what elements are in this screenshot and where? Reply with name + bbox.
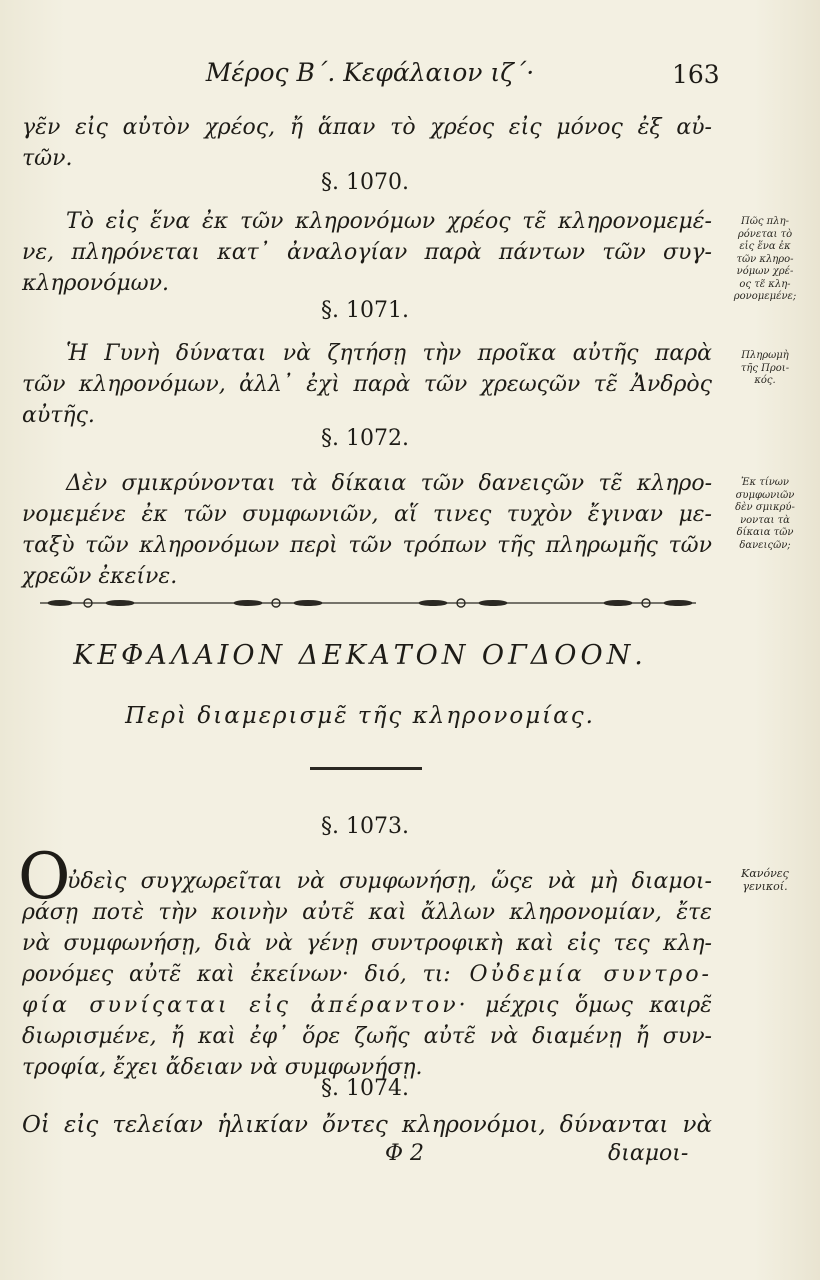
text-line: νε, πληρόνεται κατ᾽ ἀναλογίαν παρὰ πάντων τῶν συγ- <box>22 240 712 265</box>
section-number-1070: §. 1070. <box>321 170 409 195</box>
section-number-1074: §. 1074. <box>321 1076 409 1101</box>
section-number-1071: §. 1071. <box>321 298 409 323</box>
paragraph-1073 <box>22 866 712 1083</box>
section-number-1072: §. 1072. <box>321 426 409 451</box>
section-number-1073: §. 1073. <box>321 814 409 839</box>
text-line: αὐτῆς. <box>22 403 95 428</box>
text-line: ρονόμες αὐτε̃ καὶ ἐκείνων· διό, τι: Οὐδεμία συντρο- <box>22 962 712 987</box>
text-line: Δὲν σμικρύνονται τὰ δίκαια τῶν δανειςῶν τε̃ κληρο- <box>66 471 712 496</box>
paragraph-1074 <box>22 1110 712 1141</box>
text-line: Ἡ Γυνὴ δύναται νὰ ζητήσῃ τὴν προῖκα αὐτῆς παρὰ <box>66 341 712 366</box>
intro-paragraph <box>22 112 712 174</box>
text-line: τῶν. <box>22 146 73 171</box>
running-head: Μέρος Β΄. Κεφάλαιον ιζ΄· <box>205 58 535 87</box>
margin-note-1071: Πληρωμὴ τῆς Προι- κός. <box>740 350 790 386</box>
signature-mark: Φ 2 <box>385 1141 425 1166</box>
ornamental-rule <box>40 594 696 612</box>
text-line: ταξὺ τῶν κληρονόμων περὶ τῶν τρόπων τῆς πληρωμῆς τῶν <box>22 533 712 558</box>
text-line: τροφία, ἔχει ἄδειαν νὰ συμφωνήσῃ. <box>22 1055 423 1080</box>
margin-note-1073: Κανόνες γενικοί. <box>741 867 789 893</box>
chapter-title: ΚΕΦΑΛΑΙΟΝ ΔΕΚΑΤΟΝ ΟΓΔΟΟΝ. <box>73 640 647 671</box>
paragraph-1070 <box>22 206 712 299</box>
text-line: νὰ συμφωνήσῃ, διὰ νὰ γένῃ συντροφικὴ καὶ εἰς τες κλη- <box>22 931 712 956</box>
catchword: διαμοι- <box>608 1141 689 1166</box>
page-number: 163 <box>672 60 720 89</box>
text-line: κληρονόμων. <box>22 271 169 296</box>
text-line: διωρισμένε, ἤ καὶ ἐφ᾽ ὅρε ζωῆς αὐτε̃ νὰ διαμένῃ ἤ συν- <box>22 1024 712 1049</box>
paragraph-1072 <box>22 468 712 592</box>
text-line: τῶν κληρονόμων, ἀλλ᾽ ἐχὶ παρὰ τῶν χρεωςῶν τε̃ Ἀνδρὸς <box>22 372 712 397</box>
drop-cap: O <box>18 840 71 914</box>
chapter-subtitle: Περὶ διαμερισμε̃ τῆς κληρονομίας. <box>125 703 595 729</box>
text-line: νομεμένε ἐκ τῶν συμφωνιῶν, αἵ τινες τυχὸν ἔγιναν με- <box>22 502 712 527</box>
text-line: Οἱ εἰς τελείαν ἡλικίαν ὄντες κληρονόμοι, δύνανται νὰ <box>22 1112 712 1138</box>
text-line: χρεῶν ἐκείνε. <box>22 564 178 589</box>
paragraph-1071 <box>22 338 712 431</box>
margin-note-1072: Ἐκ τίνων συμφωνιῶν δὲν σμικρύ- νονται τὰ δίκαια τῶν δανειςῶν; <box>735 477 795 551</box>
text-line: ὐδεὶς συγχωρεῖται νὰ συμφωνήσῃ, ὥςε νὰ μὴ διαμοι- <box>67 869 712 894</box>
text-line: γε̃ν εἰς αὐτὸν χρέος, ἤ ἅπαν τὸ χρέος εἰς μόνος ἐξ αὐ- <box>22 115 712 140</box>
text-line: φία συνίςαται εἰς ἀπέραντον· μέχρις ὅμως καιρε̃ <box>22 993 712 1018</box>
text-line: ράσῃ ποτὲ τὴν κοινὴν αὐτε̃ καὶ ἄλλων κληρονομίαν, ἔτε <box>22 900 712 925</box>
text-line: Τὸ εἰς ἕνα ἐκ τῶν κληρονόμων χρέος τε̃ κληρονομεμέ- <box>66 209 712 234</box>
margin-note-1070: Πῶς πλη- ρόνεται τὸ εἰς ἕνα ἐκ τῶν κληρο- νόμων χρέ- ος τε̃ κλη- ρονομεμένε; <box>733 216 797 302</box>
title-rule <box>310 767 422 770</box>
